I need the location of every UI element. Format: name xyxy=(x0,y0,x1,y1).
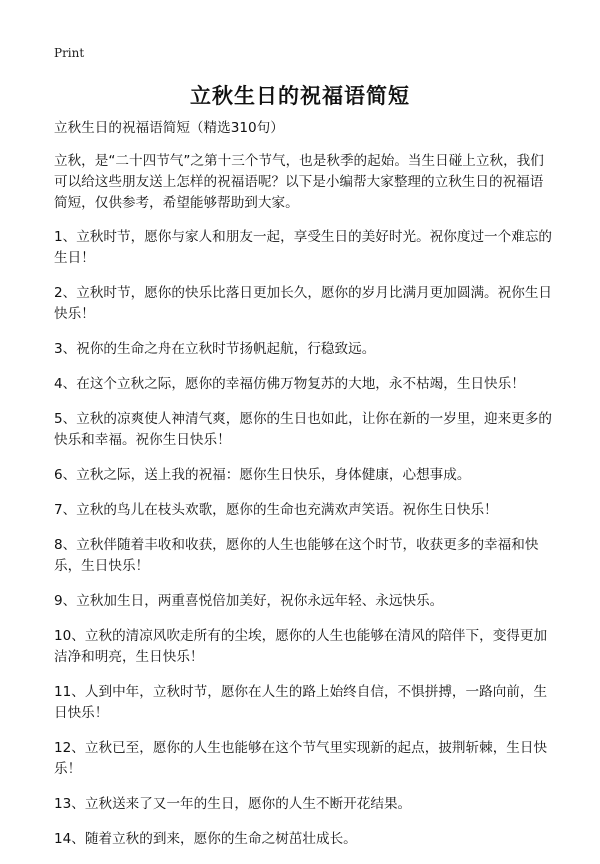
article-body xyxy=(54,118,554,864)
list-item: 2、立秋时节，愿你的快乐比落日更加长久，愿你的岁月比满月更加圆满。祝你生日快乐！ xyxy=(54,285,553,322)
list-item: 10、立秋的清凉风吹走所有的尘埃，愿你的人生也能够在清风的陪伴下，变得更加洁净和明亮，生日快乐！ xyxy=(54,628,548,665)
list-item: 3、祝你的生命之舟在立秋时节扬帆起航，行稳致远。 xyxy=(54,341,376,357)
intro-paragraph: 立秋，是“二十四节气”之第十三个节气，也是秋季的起始。当生日碰上立秋，我们可以给这些朋友送上怎样的祝福语呢？以下是小编帮大家整理的立秋生日的祝福语简短，仅供参考，希望能够帮助到大家。 xyxy=(54,153,544,211)
list-item: 6、立秋之际，送上我的祝福：愿你生日快乐，身体健康，心想事成。 xyxy=(54,467,471,483)
list-item: 8、立秋伴随着丰收和收获，愿你的人生也能够在这个时节，收获更多的幸福和快乐，生日快乐！ xyxy=(54,537,539,574)
print-link[interactable]: Print xyxy=(54,46,85,60)
page-title: 立秋生日的祝福语简短 xyxy=(190,84,410,108)
list-item: 7、立秋的鸟儿在枝头欢歌，愿你的生命也充满欢声笑语。祝你生日快乐！ xyxy=(54,502,498,518)
list-item: 11、人到中年，立秋时节，愿你在人生的路上始终自信，不惧拼搏，一路向前，生日快乐！ xyxy=(54,684,548,721)
article-subtitle: 立秋生日的祝福语简短（精选310句） xyxy=(54,120,284,136)
list-item: 9、立秋加生日，两重喜悦倍加美好，祝你永远年轻、永远快乐。 xyxy=(54,593,444,609)
list-item: 13、立秋送来了又一年的生日，愿你的人生不断开花结果。 xyxy=(54,796,412,812)
list-item: 12、立秋已至，愿你的人生也能够在这个节气里实现新的起点，披荆斩棘，生日快乐！ xyxy=(54,740,548,777)
list-item: 1、立秋时节，愿你与家人和朋友一起，享受生日的美好时光。祝你度过一个难忘的生日！ xyxy=(54,229,553,266)
list-item: 4、在这个立秋之际，愿你的幸福仿佛万物复苏的大地，永不枯竭，生日快乐！ xyxy=(54,376,525,392)
list-item: 5、立秋的凉爽使人神清气爽，愿你的生日也如此，让你在新的一岁里，迎来更多的快乐和幸福。祝你生日快乐！ xyxy=(54,411,553,448)
list-item: 14、随着立秋的到来，愿你的生命之树茁壮成长。 xyxy=(54,831,357,847)
